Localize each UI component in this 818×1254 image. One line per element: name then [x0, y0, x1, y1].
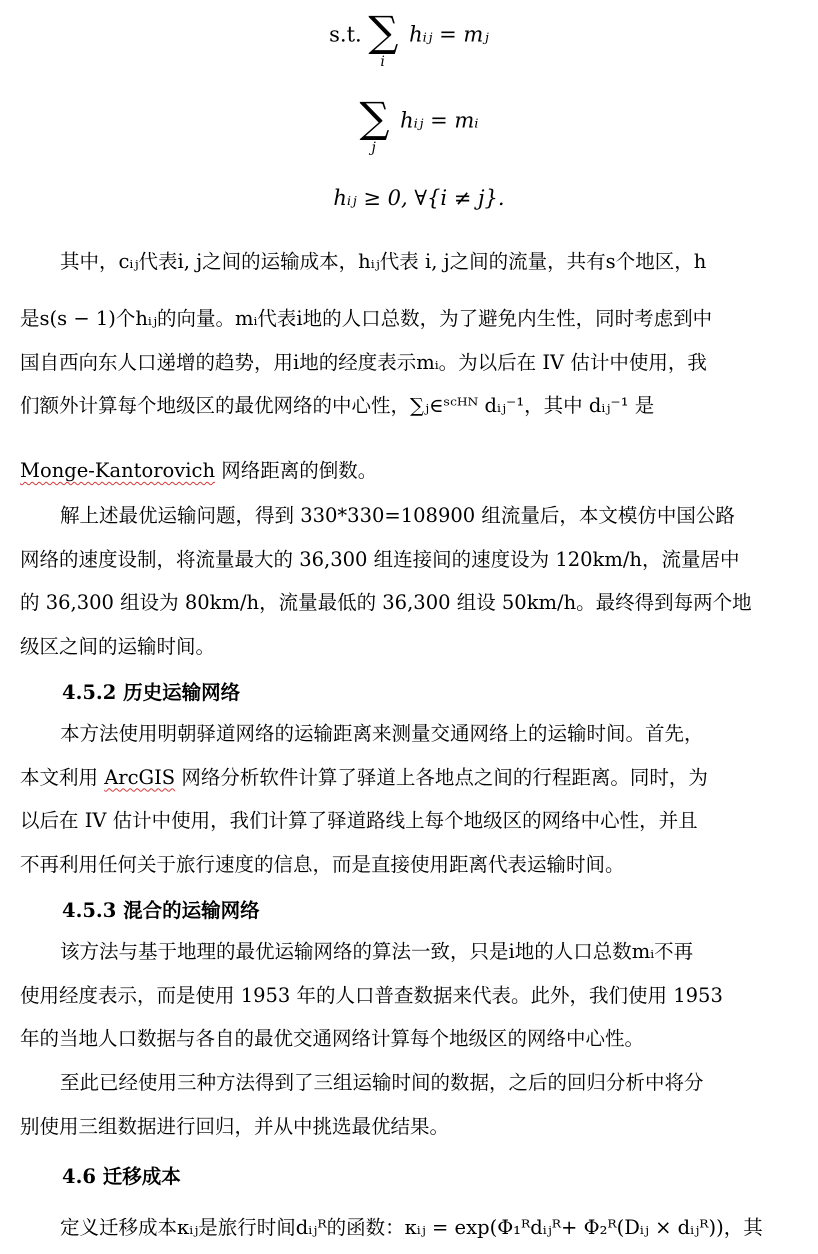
- text-line: 该方法与基于地理的最优运输网络的算法一致，只是i地的人口总数mᵢ不再: [60, 940, 694, 963]
- text-line: 别使用三组数据进行回归，并从中挑选最优结果。: [20, 1114, 450, 1138]
- text-line: 们额外计算每个地级区的最优网络的中心性，∑ⱼ∈ˢᶜᴴᴺ dᵢⱼ⁻¹，其中 dᵢⱼ⁻¹ 是: [20, 394, 655, 417]
- text-line: 以后在 IV 估计中使用，我们计算了驿道路线上每个地级区的网络中心性，并且: [20, 809, 698, 832]
- paragraph-1-cont: [20, 297, 798, 428]
- text-line: 解上述最优运输问题，得到 330*330=108900 组流量后，本文模仿中国公路: [60, 504, 735, 527]
- text-line: 定义迁移成本κᵢⱼ是旅行时间dᵢⱼᴿ的函数：κᵢⱼ = exp(Φ₁ᴿdᵢⱼᴿ+ Φ₂ᴿ(Dᵢⱼ × dᵢⱼᴿ))，其: [60, 1216, 763, 1239]
- constraint-equation-2: [10, 93, 818, 156]
- st-label: s.t.: [329, 22, 362, 47]
- text-line: 本方法使用明朝驿道网络的运输距离来测量交通网络上的运输时间。首先，: [60, 722, 704, 745]
- summation-symbol: ∑ j: [359, 93, 390, 156]
- underlined-term: Monge-Kantorovich: [20, 459, 215, 482]
- paragraph-1-end: [20, 449, 798, 493]
- equation-body: hᵢⱼ ≥ 0, ∀{i ≠ j}.: [333, 186, 505, 210]
- text-line: 年的当地人口数据与各自的最优交通网络计算每个地级区的网络中心性。: [20, 1027, 645, 1050]
- text-line: 是s(s − 1)个hᵢⱼ的向量。mᵢ代表i地的人口总数，为了避免内生性，同时考虑到中: [20, 307, 713, 330]
- section-heading-4-5-3: 4.5.3 混合的运输网络: [62, 899, 260, 922]
- text-line: 至此已经使用三种方法得到了三组运输时间的数据，之后的回归分析中将分: [60, 1071, 704, 1094]
- paragraph-6: [20, 1206, 798, 1250]
- text-line: 级区之间的运输时间。: [20, 634, 216, 658]
- section-heading-4-6: 4.6 迁移成本: [62, 1165, 181, 1188]
- section-heading-4-5-2: 4.5.2 历史运输网络: [62, 681, 241, 704]
- text-line: 使用经度表示，而是使用 1953 年的人口普查数据来代表。此外，我们使用 1953: [20, 983, 723, 1007]
- text-line: [20, 756, 798, 800]
- text-span: 网络分析软件计算了驿道上各地点之间的行程距离。同时，为: [181, 765, 708, 789]
- paragraph-2: [20, 494, 798, 668]
- text-line: [20, 449, 798, 493]
- paragraph-1: [20, 240, 798, 284]
- summation-symbol: ∑ i: [368, 7, 399, 70]
- constraint-equation-1: [0, 7, 818, 70]
- constraint-equation-3: [10, 186, 818, 210]
- text-line: 不再利用任何关于旅行速度的信息，而是直接使用距离代表运输时间。: [20, 852, 625, 876]
- text-line: 其中，cᵢⱼ代表i, j之间的运输成本，hᵢⱼ代表 i, j之间的流量，共有s个地区，h: [60, 250, 707, 273]
- paragraph-5: [20, 1061, 798, 1148]
- text-span: 本文利用: [20, 765, 105, 789]
- underlined-term: ArcGIS: [104, 765, 176, 789]
- equation-body: hᵢⱼ = mⱼ: [409, 22, 489, 47]
- summation-index: i: [380, 54, 385, 70]
- paragraph-4: [20, 930, 798, 1061]
- summation-index: j: [371, 140, 376, 156]
- text-line: 网络的速度设制，将流量最大的 36,300 组连接间的速度设为 120km/h，流量居中: [20, 547, 740, 571]
- text-line: 的 36,300 组设为 80km/h，流量最低的 36,300 组设 50km/h。最终得到每两个地: [20, 591, 752, 614]
- paragraph-3: [20, 712, 798, 886]
- equation-body: hᵢⱼ = mᵢ: [400, 108, 479, 133]
- text-line: 国自西向东人口递增的趋势，用i地的经度表示mᵢ。为以后在 IV 估计中使用，我: [20, 350, 707, 374]
- text-span: 网络距离的倒数。: [221, 459, 378, 482]
